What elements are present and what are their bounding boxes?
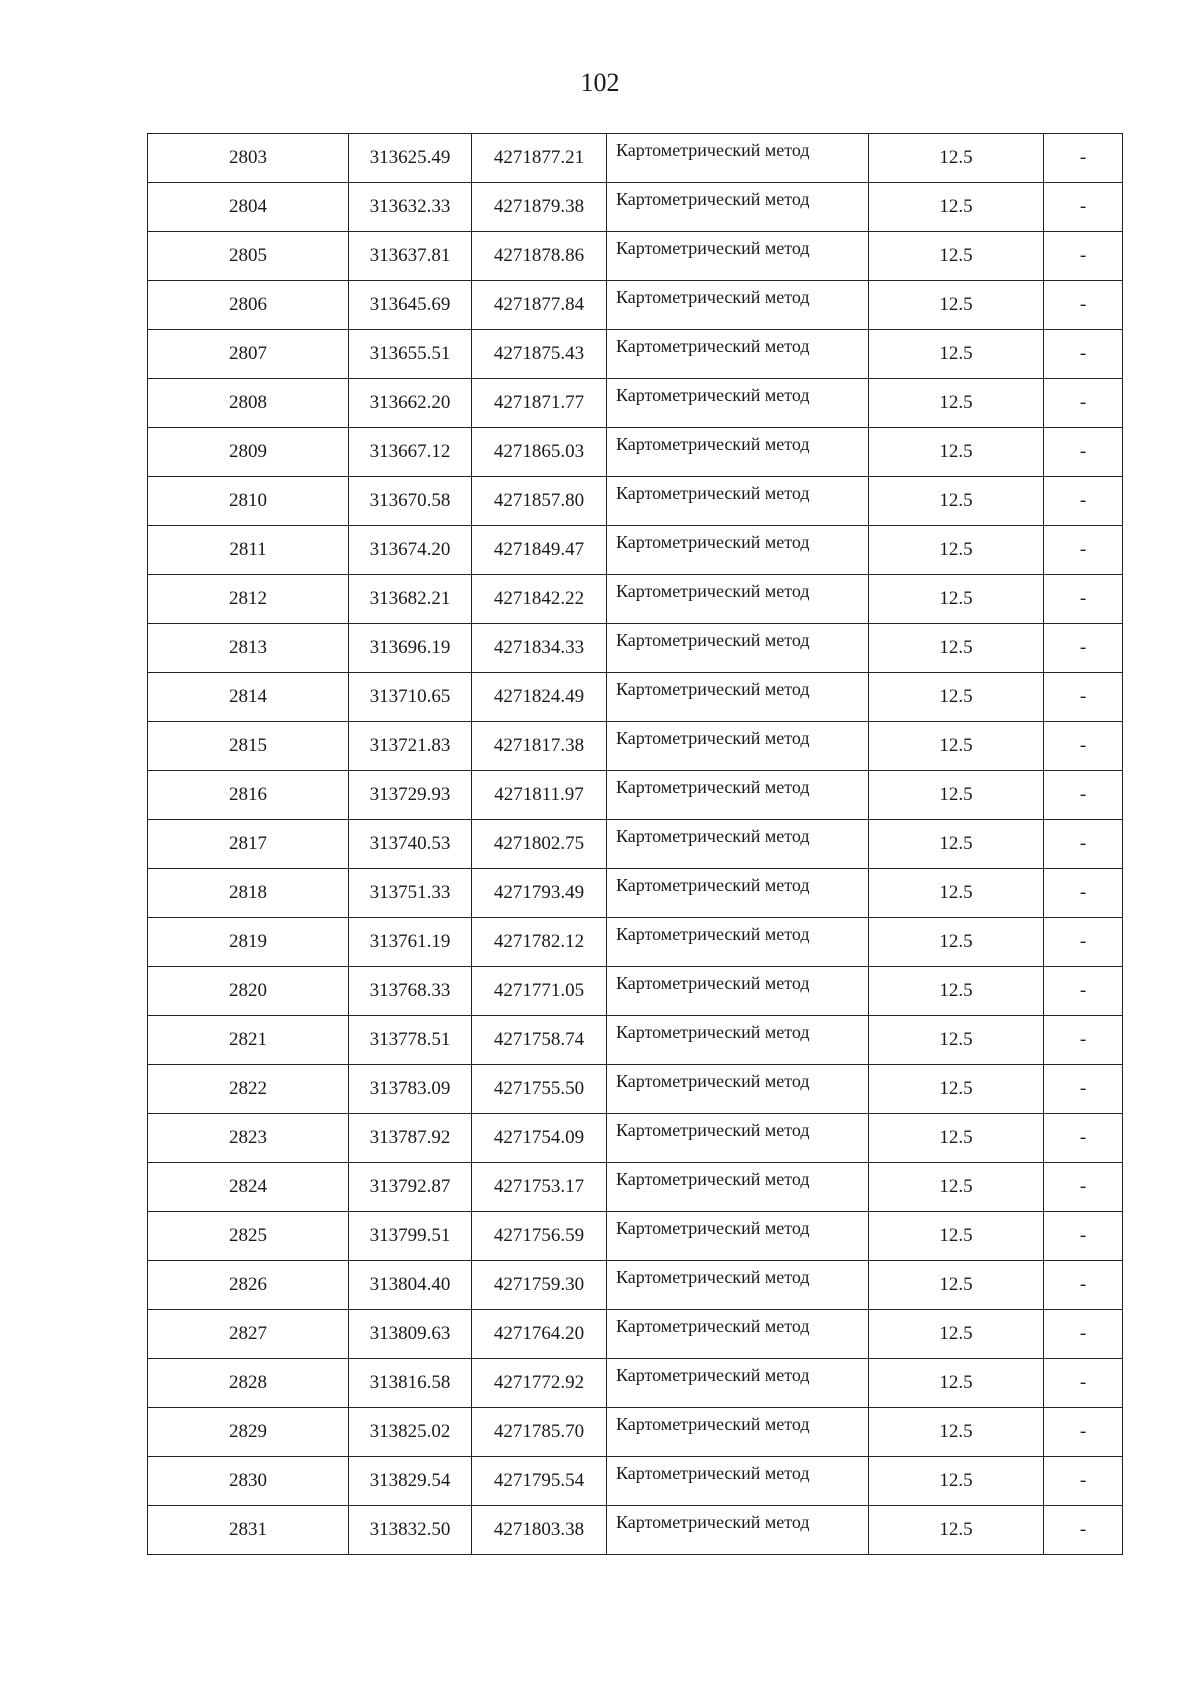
x-coordinate-cell: 313632.33 (349, 183, 472, 232)
method-cell: Картометрический метод (607, 379, 869, 428)
point-number-cell: 2807 (148, 330, 349, 379)
y-coordinate-cell: 4271764.20 (472, 1310, 607, 1359)
y-coordinate-cell: 4271771.05 (472, 967, 607, 1016)
y-coordinate-cell: 4271772.92 (472, 1359, 607, 1408)
x-coordinate-cell: 313721.83 (349, 722, 472, 771)
accuracy-cell: 12.5 (869, 1261, 1044, 1310)
point-number-cell: 2823 (148, 1114, 349, 1163)
table-row (148, 477, 1123, 526)
note-cell: - (1044, 918, 1123, 967)
y-coordinate-cell: 4271877.21 (472, 134, 607, 183)
point-number-cell: 2806 (148, 281, 349, 330)
method-cell: Картометрический метод (607, 428, 869, 477)
y-coordinate-cell: 4271782.12 (472, 918, 607, 967)
table-row (148, 869, 1123, 918)
x-coordinate-cell: 313740.53 (349, 820, 472, 869)
point-number-cell: 2813 (148, 624, 349, 673)
x-coordinate-cell: 313655.51 (349, 330, 472, 379)
y-coordinate-cell: 4271871.77 (472, 379, 607, 428)
point-number-cell: 2822 (148, 1065, 349, 1114)
note-cell: - (1044, 1212, 1123, 1261)
y-coordinate-cell: 4271877.84 (472, 281, 607, 330)
method-cell: Картометрический метод (607, 1114, 869, 1163)
x-coordinate-cell: 313670.58 (349, 477, 472, 526)
note-cell: - (1044, 1359, 1123, 1408)
point-number-cell: 2821 (148, 1016, 349, 1065)
x-coordinate-cell: 313625.49 (349, 134, 472, 183)
accuracy-cell: 12.5 (869, 575, 1044, 624)
y-coordinate-cell: 4271755.50 (472, 1065, 607, 1114)
method-cell: Картометрический метод (607, 771, 869, 820)
y-coordinate-cell: 4271879.38 (472, 183, 607, 232)
accuracy-cell: 12.5 (869, 624, 1044, 673)
y-coordinate-cell: 4271754.09 (472, 1114, 607, 1163)
method-cell: Картометрический метод (607, 820, 869, 869)
note-cell: - (1044, 477, 1123, 526)
accuracy-cell: 12.5 (869, 526, 1044, 575)
method-cell: Картометрический метод (607, 575, 869, 624)
note-cell: - (1044, 428, 1123, 477)
point-number-cell: 2826 (148, 1261, 349, 1310)
y-coordinate-cell: 4271802.75 (472, 820, 607, 869)
point-number-cell: 2824 (148, 1163, 349, 1212)
point-number-cell: 2818 (148, 869, 349, 918)
method-cell: Картометрический метод (607, 869, 869, 918)
y-coordinate-cell: 4271753.17 (472, 1163, 607, 1212)
x-coordinate-cell: 313787.92 (349, 1114, 472, 1163)
note-cell: - (1044, 1163, 1123, 1212)
method-cell: Картометрический метод (607, 1016, 869, 1065)
note-cell: - (1044, 1016, 1123, 1065)
note-cell: - (1044, 967, 1123, 1016)
accuracy-cell: 12.5 (869, 722, 1044, 771)
accuracy-cell: 12.5 (869, 1163, 1044, 1212)
method-cell: Картометрический метод (607, 1506, 869, 1555)
y-coordinate-cell: 4271824.49 (472, 673, 607, 722)
method-cell: Картометрический метод (607, 1212, 869, 1261)
y-coordinate-cell: 4271795.54 (472, 1457, 607, 1506)
accuracy-cell: 12.5 (869, 477, 1044, 526)
accuracy-cell: 12.5 (869, 183, 1044, 232)
accuracy-cell: 12.5 (869, 1212, 1044, 1261)
y-coordinate-cell: 4271817.38 (472, 722, 607, 771)
table-row (148, 134, 1123, 183)
table-row (148, 673, 1123, 722)
accuracy-cell: 12.5 (869, 771, 1044, 820)
table-row (148, 1506, 1123, 1555)
point-number-cell: 2825 (148, 1212, 349, 1261)
method-cell: Картометрический метод (607, 281, 869, 330)
point-number-cell: 2810 (148, 477, 349, 526)
y-coordinate-cell: 4271785.70 (472, 1408, 607, 1457)
method-cell: Картометрический метод (607, 1457, 869, 1506)
method-cell: Картометрический метод (607, 918, 869, 967)
table-row (148, 1016, 1123, 1065)
table-row (148, 918, 1123, 967)
point-number-cell: 2817 (148, 820, 349, 869)
accuracy-cell: 12.5 (869, 330, 1044, 379)
point-number-cell: 2816 (148, 771, 349, 820)
x-coordinate-cell: 313778.51 (349, 1016, 472, 1065)
point-number-cell: 2805 (148, 232, 349, 281)
x-coordinate-cell: 313792.87 (349, 1163, 472, 1212)
accuracy-cell: 12.5 (869, 134, 1044, 183)
page-number: 102 (580, 68, 620, 97)
accuracy-cell: 12.5 (869, 967, 1044, 1016)
accuracy-cell: 12.5 (869, 281, 1044, 330)
x-coordinate-cell: 313832.50 (349, 1506, 472, 1555)
table-row (148, 1163, 1123, 1212)
accuracy-cell: 12.5 (869, 1457, 1044, 1506)
note-cell: - (1044, 526, 1123, 575)
table-row (148, 1310, 1123, 1359)
note-cell: - (1044, 1310, 1123, 1359)
point-number-cell: 2811 (148, 526, 349, 575)
y-coordinate-cell: 4271758.74 (472, 1016, 607, 1065)
point-number-cell: 2828 (148, 1359, 349, 1408)
y-coordinate-cell: 4271875.43 (472, 330, 607, 379)
method-cell: Картометрический метод (607, 183, 869, 232)
method-cell: Картометрический метод (607, 134, 869, 183)
method-cell: Картометрический метод (607, 673, 869, 722)
method-cell: Картометрический метод (607, 1310, 869, 1359)
table-row (148, 1065, 1123, 1114)
note-cell: - (1044, 183, 1123, 232)
table-row (148, 1457, 1123, 1506)
table-row (148, 1359, 1123, 1408)
y-coordinate-cell: 4271849.47 (472, 526, 607, 575)
table-row (148, 1261, 1123, 1310)
x-coordinate-cell: 313829.54 (349, 1457, 472, 1506)
note-cell: - (1044, 722, 1123, 771)
y-coordinate-cell: 4271834.33 (472, 624, 607, 673)
x-coordinate-cell: 313645.69 (349, 281, 472, 330)
accuracy-cell: 12.5 (869, 1310, 1044, 1359)
point-number-cell: 2808 (148, 379, 349, 428)
accuracy-cell: 12.5 (869, 918, 1044, 967)
accuracy-cell: 12.5 (869, 673, 1044, 722)
x-coordinate-cell: 313674.20 (349, 526, 472, 575)
point-number-cell: 2820 (148, 967, 349, 1016)
y-coordinate-cell: 4271803.38 (472, 1506, 607, 1555)
method-cell: Картометрический метод (607, 624, 869, 673)
table-row (148, 526, 1123, 575)
point-number-cell: 2819 (148, 918, 349, 967)
note-cell: - (1044, 1065, 1123, 1114)
table-row (148, 575, 1123, 624)
accuracy-cell: 12.5 (869, 820, 1044, 869)
method-cell: Картометрический метод (607, 526, 869, 575)
point-number-cell: 2814 (148, 673, 349, 722)
point-number-cell: 2827 (148, 1310, 349, 1359)
accuracy-cell: 12.5 (869, 1114, 1044, 1163)
table-row (148, 722, 1123, 771)
y-coordinate-cell: 4271811.97 (472, 771, 607, 820)
coordinates-table (147, 133, 1123, 1555)
note-cell: - (1044, 281, 1123, 330)
note-cell: - (1044, 1457, 1123, 1506)
y-coordinate-cell: 4271857.80 (472, 477, 607, 526)
accuracy-cell: 12.5 (869, 1359, 1044, 1408)
table-row (148, 1212, 1123, 1261)
method-cell: Картометрический метод (607, 967, 869, 1016)
point-number-cell: 2804 (148, 183, 349, 232)
table-row (148, 330, 1123, 379)
x-coordinate-cell: 313783.09 (349, 1065, 472, 1114)
table-row (148, 820, 1123, 869)
accuracy-cell: 12.5 (869, 1065, 1044, 1114)
note-cell: - (1044, 575, 1123, 624)
method-cell: Картометрический метод (607, 330, 869, 379)
y-coordinate-cell: 4271865.03 (472, 428, 607, 477)
table-row (148, 771, 1123, 820)
note-cell: - (1044, 232, 1123, 281)
method-cell: Картометрический метод (607, 477, 869, 526)
note-cell: - (1044, 134, 1123, 183)
x-coordinate-cell: 313799.51 (349, 1212, 472, 1261)
point-number-cell: 2829 (148, 1408, 349, 1457)
table-row (148, 428, 1123, 477)
point-number-cell: 2831 (148, 1506, 349, 1555)
x-coordinate-cell: 313804.40 (349, 1261, 472, 1310)
note-cell: - (1044, 673, 1123, 722)
note-cell: - (1044, 624, 1123, 673)
x-coordinate-cell: 313825.02 (349, 1408, 472, 1457)
x-coordinate-cell: 313682.21 (349, 575, 472, 624)
method-cell: Картометрический метод (607, 1261, 869, 1310)
method-cell: Картометрический метод (607, 1408, 869, 1457)
x-coordinate-cell: 313696.19 (349, 624, 472, 673)
note-cell: - (1044, 330, 1123, 379)
y-coordinate-cell: 4271842.22 (472, 575, 607, 624)
method-cell: Картометрический метод (607, 232, 869, 281)
method-cell: Картометрический метод (607, 1065, 869, 1114)
x-coordinate-cell: 313751.33 (349, 869, 472, 918)
y-coordinate-cell: 4271759.30 (472, 1261, 607, 1310)
point-number-cell: 2809 (148, 428, 349, 477)
coordinates-table-body (148, 134, 1123, 1555)
x-coordinate-cell: 313710.65 (349, 673, 472, 722)
point-number-cell: 2812 (148, 575, 349, 624)
table-row (148, 232, 1123, 281)
table-row (148, 183, 1123, 232)
point-number-cell: 2815 (148, 722, 349, 771)
note-cell: - (1044, 379, 1123, 428)
table-row (148, 624, 1123, 673)
x-coordinate-cell: 313729.93 (349, 771, 472, 820)
method-cell: Картометрический метод (607, 1359, 869, 1408)
point-number-cell: 2803 (148, 134, 349, 183)
accuracy-cell: 12.5 (869, 1506, 1044, 1555)
note-cell: - (1044, 771, 1123, 820)
accuracy-cell: 12.5 (869, 1408, 1044, 1457)
note-cell: - (1044, 1261, 1123, 1310)
note-cell: - (1044, 1114, 1123, 1163)
x-coordinate-cell: 313667.12 (349, 428, 472, 477)
y-coordinate-cell: 4271756.59 (472, 1212, 607, 1261)
note-cell: - (1044, 820, 1123, 869)
y-coordinate-cell: 4271878.86 (472, 232, 607, 281)
table-row (148, 379, 1123, 428)
note-cell: - (1044, 869, 1123, 918)
x-coordinate-cell: 313637.81 (349, 232, 472, 281)
y-coordinate-cell: 4271793.49 (472, 869, 607, 918)
table-row (148, 1408, 1123, 1457)
accuracy-cell: 12.5 (869, 379, 1044, 428)
accuracy-cell: 12.5 (869, 428, 1044, 477)
table-row (148, 281, 1123, 330)
method-cell: Картометрический метод (607, 722, 869, 771)
x-coordinate-cell: 313768.33 (349, 967, 472, 1016)
table-row (148, 967, 1123, 1016)
x-coordinate-cell: 313809.63 (349, 1310, 472, 1359)
table-row (148, 1114, 1123, 1163)
x-coordinate-cell: 313662.20 (349, 379, 472, 428)
x-coordinate-cell: 313761.19 (349, 918, 472, 967)
x-coordinate-cell: 313816.58 (349, 1359, 472, 1408)
point-number-cell: 2830 (148, 1457, 349, 1506)
accuracy-cell: 12.5 (869, 1016, 1044, 1065)
accuracy-cell: 12.5 (869, 232, 1044, 281)
note-cell: - (1044, 1408, 1123, 1457)
method-cell: Картометрический метод (607, 1163, 869, 1212)
accuracy-cell: 12.5 (869, 869, 1044, 918)
note-cell: - (1044, 1506, 1123, 1555)
